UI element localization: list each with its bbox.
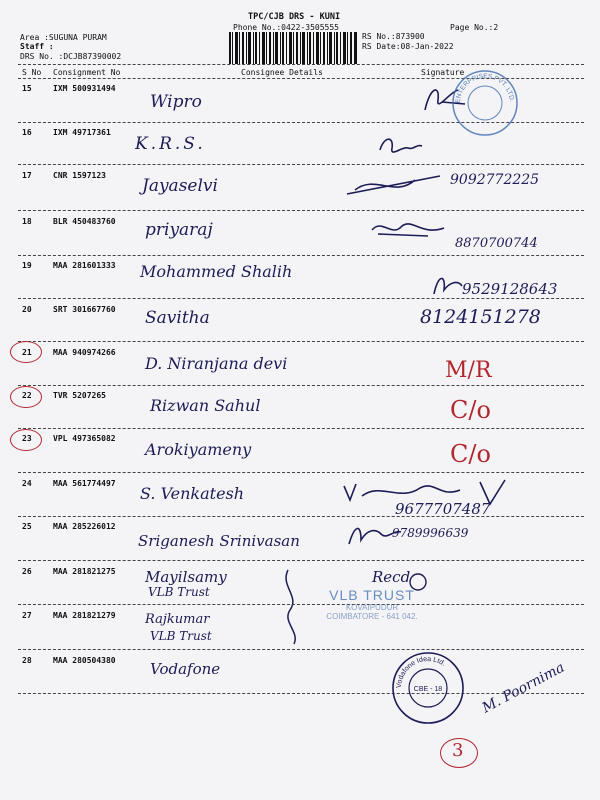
svg-text:ENTERPRISES PVT. LTD. xyxy=(455,73,515,103)
row-18-consignee: priyaraj xyxy=(145,220,213,240)
row-28-signature: M. Poornima xyxy=(479,659,568,717)
row-18-signature xyxy=(368,216,448,244)
row-24-consignment: MAA 561774497 xyxy=(53,479,116,488)
row-17-consignment: CNR 1597123 xyxy=(53,171,106,180)
row-26-sno: 26 xyxy=(22,567,32,576)
row-divider xyxy=(18,516,584,517)
row-16-consignment: IXM 49717361 xyxy=(53,128,111,137)
row-25-phone: 9789996639 xyxy=(392,526,469,540)
row-20-phone: 8124151278 xyxy=(420,306,541,328)
vlb-stamp-line1: KOVAIPUDUR xyxy=(345,603,399,612)
row-25-consignee: Sriganesh Srinivasan xyxy=(138,532,300,550)
row-divider xyxy=(18,255,584,256)
row-15-sno: 15 xyxy=(22,84,32,93)
header-divider-top xyxy=(18,64,584,65)
row-28-sno: 28 xyxy=(22,656,32,665)
row-17-sno: 17 xyxy=(22,171,32,180)
vodafone-stamp-center: CBE - 18 xyxy=(413,686,443,693)
row-divider xyxy=(18,210,584,211)
vodafone-round-stamp xyxy=(390,650,466,726)
col-consignee: Consignee Details xyxy=(241,68,323,77)
row-19-phone: 9529128643 xyxy=(462,280,558,298)
row-22-consignee: Rizwan Sahul xyxy=(150,396,261,415)
row-19-signature xyxy=(430,272,466,298)
row-divider xyxy=(18,164,584,165)
row-17-phone: 9092772225 xyxy=(450,172,540,188)
row-20-consignee: Savitha xyxy=(145,308,210,328)
row-22-remark: C/o xyxy=(450,396,491,424)
row-28-consignee: Vodafone xyxy=(150,660,221,678)
barcode xyxy=(229,32,357,64)
row-divider xyxy=(18,298,584,299)
col-sno: S No xyxy=(22,68,42,77)
row-27-consignee: Rajkumar xyxy=(145,612,210,627)
row-16-signature xyxy=(376,132,426,162)
row-26-consignee-org: VLB Trust xyxy=(148,585,210,599)
enterprises-stamp-ring-text: ENTERPRISES PVT. LTD. xyxy=(454,72,515,104)
row-26-consignment: MAA 281821275 xyxy=(53,567,116,576)
row-23-consignee: Arokiyameny xyxy=(145,440,252,459)
row-26-consignee: Mayilsamy xyxy=(145,568,227,586)
row-16-consignee: K.R.S. xyxy=(135,134,206,154)
phone-number: Phone No.:0422-3505555 xyxy=(233,23,339,32)
row-16-sno: 16 xyxy=(22,128,32,137)
area-label: Area :SUGUNA PURAM xyxy=(20,33,107,42)
rs-date: RS Date:08-Jan-2022 xyxy=(362,42,454,51)
vlb-trust-stamp xyxy=(302,587,442,635)
row-21-consignment: MAA 940974266 xyxy=(53,348,116,357)
row-divider xyxy=(18,560,584,561)
row-25-sno: 25 xyxy=(22,522,32,531)
row-21-consignee: D. Niranjana devi xyxy=(145,354,288,373)
page-circle-number: 3 xyxy=(452,740,464,761)
row-27-consignee-org: VLB Trust xyxy=(150,629,212,643)
row-24-phone: 9677707487 xyxy=(395,500,491,518)
row-divider xyxy=(18,649,584,650)
row-21-remark: M/R xyxy=(445,358,492,383)
document-title: TPC/CJB DRS - KUNI xyxy=(248,12,341,22)
row-24-sno: 24 xyxy=(22,479,32,488)
row-23-remark: C/o xyxy=(450,440,491,468)
rs-number: RS No.:873900 xyxy=(362,32,425,41)
row-15-consignment: IXM 500931494 xyxy=(53,84,116,93)
row-25-consignment: MAA 285226012 xyxy=(53,522,116,531)
row-20-sno: 20 xyxy=(22,305,32,314)
row-divider xyxy=(18,693,584,694)
row-21-sno: 21 xyxy=(22,348,32,357)
row-27-consignment: MAA 281821279 xyxy=(53,611,116,620)
row-divider xyxy=(18,604,584,605)
row-24-consignee: S. Venkatesh xyxy=(140,484,245,503)
row-22-consignment: TVR 5207265 xyxy=(53,391,106,400)
row-22-sno: 22 xyxy=(22,391,32,400)
row-28-consignment: MAA 280504380 xyxy=(53,656,116,665)
row-divider xyxy=(18,428,584,429)
row-divider xyxy=(18,385,584,386)
vlb-stamp-title: VLB TRUST xyxy=(329,587,415,603)
row-18-phone: 8870700744 xyxy=(455,236,538,251)
row-18-consignment: BLR 450483760 xyxy=(53,217,116,226)
col-signature: Signature xyxy=(421,68,465,77)
row-23-consignment: VPL 497365082 xyxy=(53,434,116,443)
vlb-stamp-line2: COIMBATORE - 641 042. xyxy=(326,612,418,621)
row-17-consignee: Jayaselvi xyxy=(142,176,218,196)
row-26-received-note: Recd xyxy=(372,568,411,586)
row-divider xyxy=(18,472,584,473)
row-divider xyxy=(18,341,584,342)
row-15-consignee: Wipro xyxy=(150,92,202,112)
staff-label: Staff : xyxy=(20,42,54,51)
row-19-sno: 19 xyxy=(22,261,32,270)
col-consignment: Consignment No xyxy=(53,68,121,77)
row-19-consignee: Mohammed Shalih xyxy=(140,262,293,281)
row-20-consignment: SRT 301667760 xyxy=(53,305,116,314)
page-number: Page No.:2 xyxy=(450,23,499,32)
row-18-sno: 18 xyxy=(22,217,32,226)
row-19-consignment: MAA 281601333 xyxy=(53,261,116,270)
row-27-sno: 27 xyxy=(22,611,32,620)
vodafone-stamp-ring-text: Vodafone Idea Ltd. xyxy=(395,655,447,689)
row-23-sno: 23 xyxy=(22,434,32,443)
row-17-signature xyxy=(345,170,445,200)
drs-number: DRS No. :DCJB87390002 xyxy=(20,52,122,61)
enterprises-round-stamp xyxy=(450,68,520,138)
